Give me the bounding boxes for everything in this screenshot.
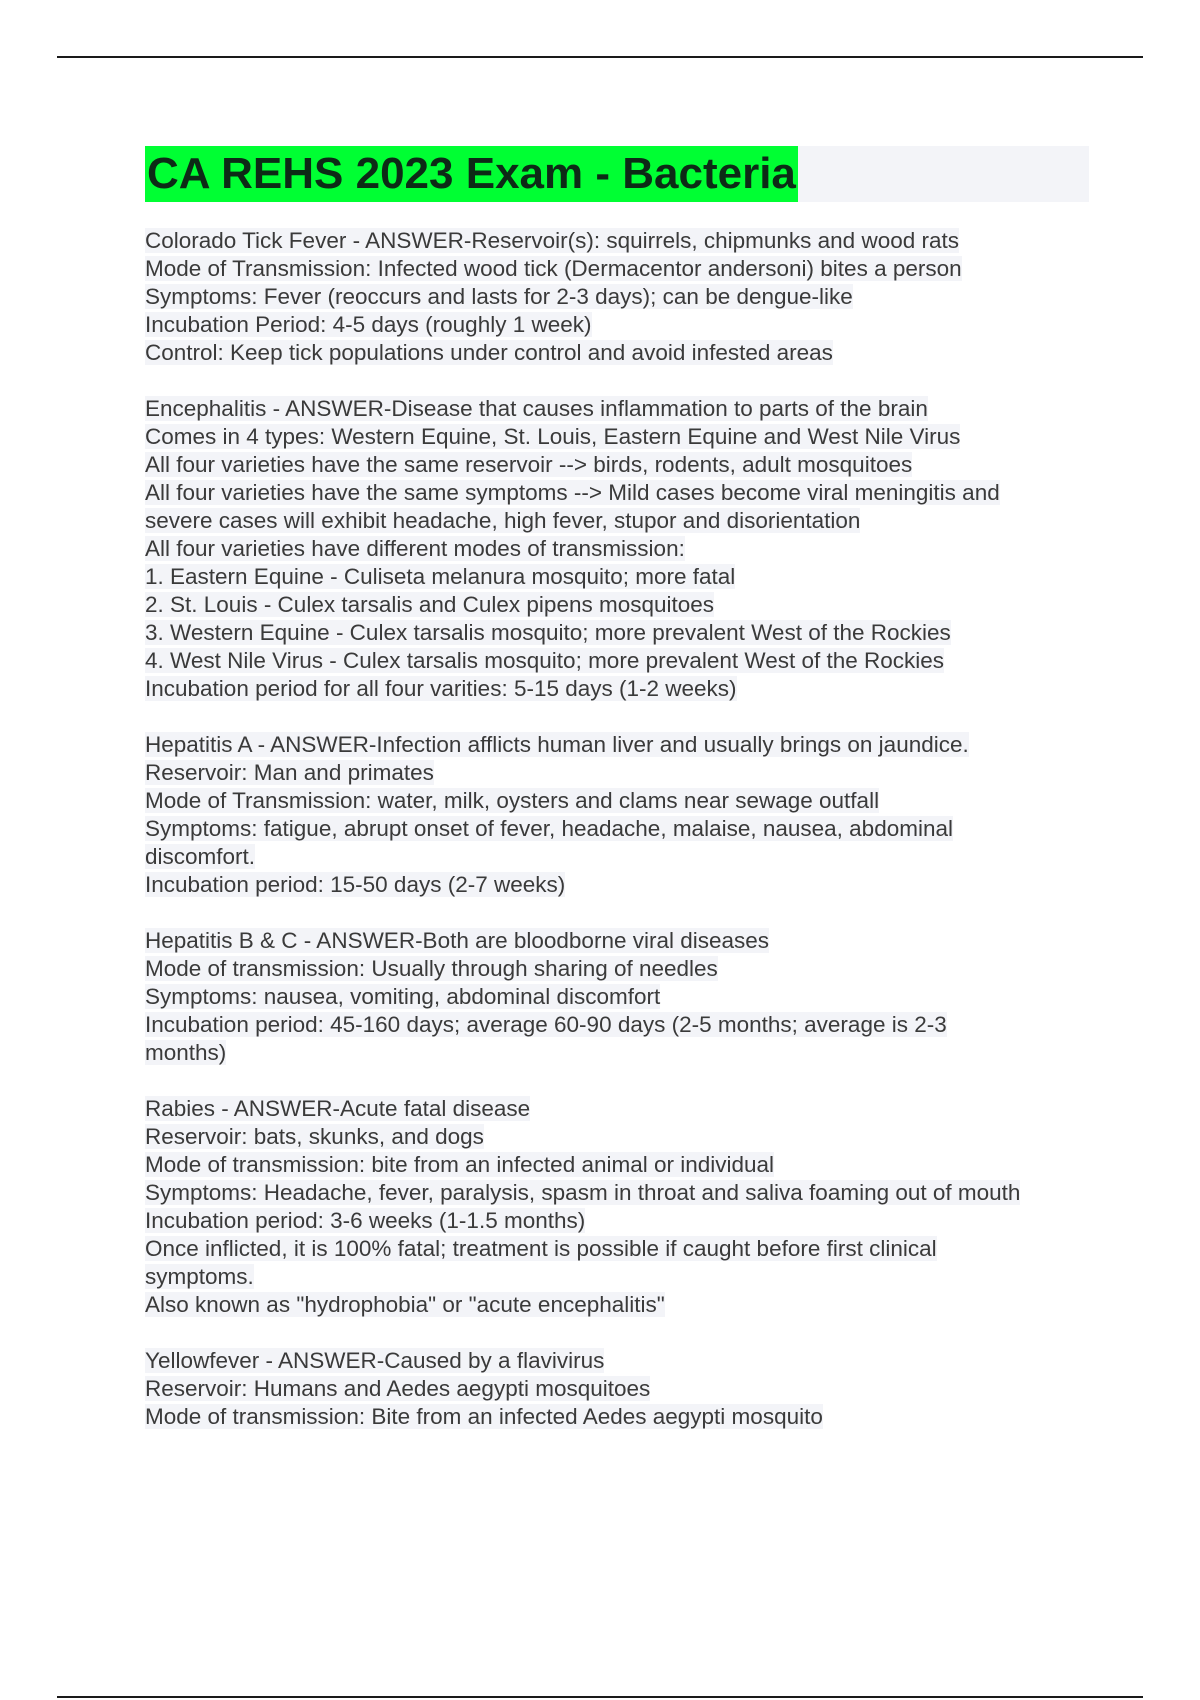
entry-line [145, 1095, 1095, 1123]
entry-line-text: Mode of transmission: bite from an infected animal or individual [145, 1152, 775, 1177]
entry-line [145, 563, 1095, 591]
entry-line [145, 311, 1095, 339]
entry-line [145, 451, 1095, 479]
entry-line-text: Mode of Transmission: Infected wood tick (Dermacentor andersoni) bites a person [145, 256, 962, 281]
entry-line-text: severe cases will exhibit headache, high fever, stupor and disorientation [145, 508, 861, 533]
entry-line-text: All four varieties have different modes of transmission: [145, 536, 685, 561]
qa-entry [145, 227, 1095, 367]
qa-entry [145, 927, 1095, 1067]
entry-line [145, 1151, 1095, 1179]
entry-line-text: 1. Eastern Equine - Culiseta melanura mosquito; more fatal [145, 564, 736, 589]
entry-line-text: Symptoms: fatigue, abrupt onset of fever, headache, malaise, nausea, abdominal [145, 816, 953, 841]
entry-line [145, 1123, 1095, 1151]
entry-line-text: Incubation period: 3-6 weeks (1-1.5 months) [145, 1208, 586, 1233]
entry-line [145, 647, 1095, 675]
entry-line [145, 227, 1095, 255]
entry-line-text: symptoms. [145, 1264, 254, 1289]
entry-line [145, 535, 1095, 563]
entry-line-text: Once inflicted, it is 100% fatal; treatment is possible if caught before first clinical [145, 1236, 937, 1261]
entry-line [145, 675, 1095, 703]
entry-line-text: Also known as "hydrophobia" or "acute encephalitis" [145, 1292, 665, 1317]
entry-line-text: discomfort. [145, 844, 256, 869]
entry-line-text: Reservoir: Man and primates [145, 760, 434, 785]
entry-line-text: 3. Western Equine - Culex tarsalis mosquito; more prevalent West of the Rockies [145, 620, 951, 645]
entry-line-text: All four varieties have the same symptoms --> Mild cases become viral meningitis and [145, 480, 1000, 505]
entry-line [145, 1347, 1095, 1375]
entry-line [145, 1039, 1095, 1067]
entry-line [145, 591, 1095, 619]
entry-line [145, 927, 1095, 955]
entry-line-text: Incubation Period: 4-5 days (roughly 1 week) [145, 312, 592, 337]
entry-line [145, 507, 1095, 535]
entry-line [145, 815, 1095, 843]
entry-line [145, 1235, 1095, 1263]
entry-line-text: Reservoir: Humans and Aedes aegypti mosquitoes [145, 1376, 651, 1401]
entry-line [145, 731, 1095, 759]
entry-line [145, 255, 1095, 283]
entry-line-text: Encephalitis - ANSWER-Disease that causes inflammation to parts of the brain [145, 396, 928, 421]
entry-line [145, 423, 1095, 451]
entry-line [145, 983, 1095, 1011]
qa-entry [145, 395, 1095, 703]
entry-line-text: All four varieties have the same reservoir --> birds, rodents, adult mosquitoes [145, 452, 913, 477]
entry-line [145, 843, 1095, 871]
entry-line-text: Incubation period: 15-50 days (2-7 weeks) [145, 872, 566, 897]
entry-line-text: Yellowfever - ANSWER-Caused by a flavivirus [145, 1348, 605, 1373]
entry-line-text: Comes in 4 types: Western Equine, St. Louis, Eastern Equine and West Nile Virus [145, 424, 961, 449]
page-title: CA REHS 2023 Exam - Bacteria [145, 146, 798, 202]
entry-line [145, 759, 1095, 787]
entry-line [145, 1011, 1095, 1039]
entry-line-text: Symptoms: nausea, vomiting, abdominal discomfort [145, 984, 661, 1009]
entry-line [145, 1179, 1095, 1207]
entry-line-text: Mode of Transmission: water, milk, oysters and clams near sewage outfall [145, 788, 880, 813]
entry-line [145, 787, 1095, 815]
entry-line-text: Symptoms: Headache, fever, paralysis, spasm in throat and saliva foaming out of mouth [145, 1180, 1021, 1205]
entry-line [145, 1207, 1095, 1235]
header-rule [57, 56, 1143, 58]
entry-line-text: Hepatitis B & C - ANSWER-Both are bloodborne viral diseases [145, 928, 770, 953]
entry-line [145, 1291, 1095, 1319]
entry-line [145, 1403, 1095, 1431]
entry-line-text: 4. West Nile Virus - Culex tarsalis mosquito; more prevalent West of the Rockies [145, 648, 945, 673]
entry-line-text: Incubation period for all four varities: 5-15 days (1-2 weeks) [145, 676, 737, 701]
entry-line-text: Incubation period: 45-160 days; average 60-90 days (2-5 months; average is 2-3 [145, 1012, 947, 1037]
entry-line-text: Rabies - ANSWER-Acute fatal disease [145, 1096, 531, 1121]
footer-rule [57, 1696, 1143, 1698]
entry-line-text: Colorado Tick Fever - ANSWER-Reservoir(s): squirrels, chipmunks and wood rats [145, 228, 959, 253]
entry-line-text: Mode of transmission: Bite from an infected Aedes aegypti mosquito [145, 1404, 823, 1429]
entry-line [145, 479, 1095, 507]
qa-entry [145, 731, 1095, 899]
entry-line [145, 1263, 1095, 1291]
entry-line [145, 339, 1095, 367]
entry-line-text: Hepatitis A - ANSWER-Infection afflicts human liver and usually brings on jaundice. [145, 732, 969, 757]
entry-line-text: 2. St. Louis - Culex tarsalis and Culex pipens mosquitoes [145, 592, 715, 617]
entry-line-text: Symptoms: Fever (reoccurs and lasts for 2-3 days); can be dengue-like [145, 284, 853, 309]
qa-entry [145, 1347, 1095, 1431]
entry-line [145, 619, 1095, 647]
entry-line [145, 395, 1095, 423]
qa-entry [145, 1095, 1095, 1319]
entry-line-text: Mode of transmission: Usually through sharing of needles [145, 956, 718, 981]
entry-line-text: months) [145, 1040, 227, 1065]
entry-line [145, 283, 1095, 311]
entry-line-text: Control: Keep tick populations under control and avoid infested areas [145, 340, 833, 365]
document-body [145, 227, 1095, 1459]
entry-line [145, 1375, 1095, 1403]
entry-line-text: Reservoir: bats, skunks, and dogs [145, 1124, 484, 1149]
entry-line [145, 955, 1095, 983]
entry-line [145, 871, 1095, 899]
